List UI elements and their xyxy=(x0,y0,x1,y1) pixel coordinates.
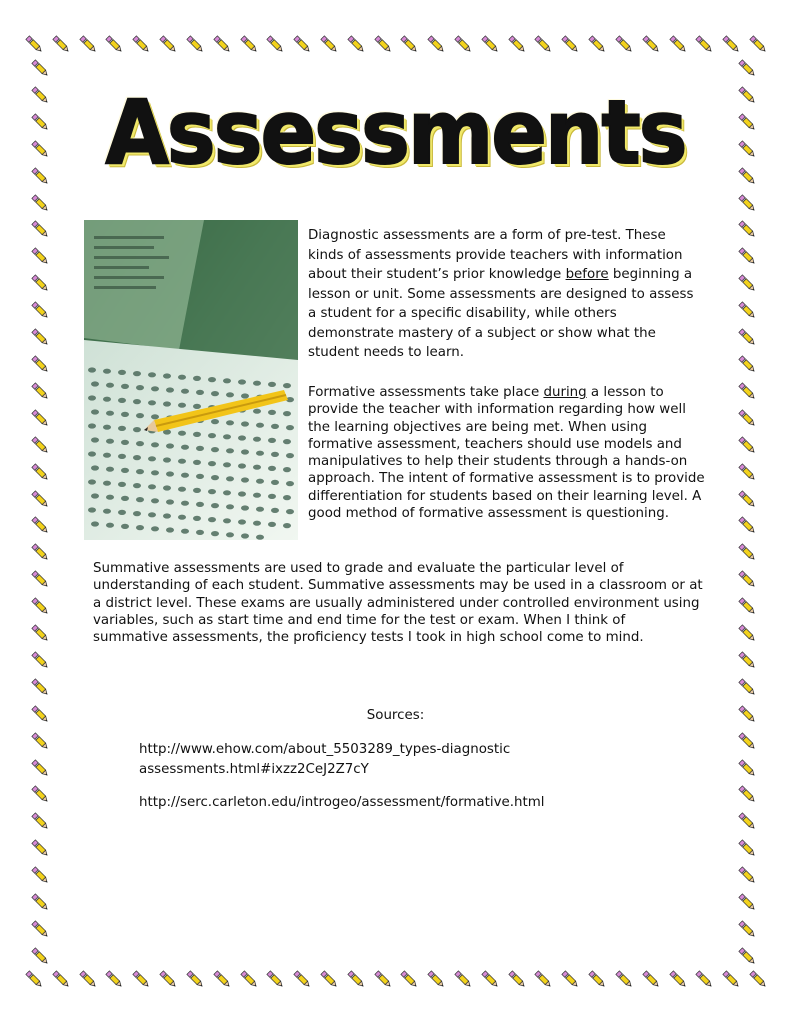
pencil-icon xyxy=(28,191,52,215)
pencil-icon xyxy=(129,32,153,56)
pencil-icon xyxy=(735,675,759,699)
pencil-icon xyxy=(735,406,759,430)
pencil-icon xyxy=(28,487,52,511)
pencil-icon xyxy=(735,729,759,753)
pencil-icon xyxy=(28,271,52,295)
pencil-icon xyxy=(719,967,743,991)
pencil-icon xyxy=(585,967,609,991)
test-sheet-photo xyxy=(84,220,298,540)
pencil-icon xyxy=(317,967,341,991)
diagnostic-paragraph xyxy=(308,226,700,363)
pencil-icon xyxy=(28,406,52,430)
pencil-icon xyxy=(156,32,180,56)
pencil-icon xyxy=(424,967,448,991)
pencil-icon xyxy=(639,967,663,991)
pencil-icon xyxy=(28,379,52,403)
pencil-icon xyxy=(612,967,636,991)
pencil-icon xyxy=(28,298,52,322)
pencil-icon xyxy=(735,917,759,941)
pencil-icon xyxy=(735,487,759,511)
pencil-icon xyxy=(28,325,52,349)
pencil-icon xyxy=(28,729,52,753)
pencil-icon xyxy=(666,967,690,991)
pencil-icon xyxy=(505,32,529,56)
pencil-icon xyxy=(451,967,475,991)
pencil-icon xyxy=(28,917,52,941)
pencil-icon xyxy=(735,648,759,672)
pencil-icon xyxy=(28,513,52,537)
pencil-icon xyxy=(558,967,582,991)
pencil-icon xyxy=(735,782,759,806)
pencil-border-top xyxy=(22,30,770,58)
pencil-icon xyxy=(424,32,448,56)
pencil-icon xyxy=(666,32,690,56)
pencil-icon xyxy=(237,32,261,56)
pencil-icon xyxy=(735,271,759,295)
pencil-icon xyxy=(263,32,287,56)
pencil-icon xyxy=(28,756,52,780)
pencil-icon xyxy=(746,967,770,991)
pencil-icon xyxy=(735,352,759,376)
pencil-icon xyxy=(735,191,759,215)
pencil-icon xyxy=(317,32,341,56)
pencil-icon xyxy=(735,809,759,833)
pencil-icon xyxy=(28,621,52,645)
formative-text-end: a lesson to provide the teacher with information regarding how well the learning objectives are being met. When using formative assessment, teachers should use models and manipulatives to help their students through a hands-on approach. The intent of formative assessment is to provide differentiation for students based on their learning level. A good method of formative assessment is questioning. xyxy=(308,385,705,522)
pencil-icon xyxy=(28,944,52,968)
pencil-icon xyxy=(558,32,582,56)
pencil-icon xyxy=(28,433,52,457)
pencil-icon xyxy=(344,967,368,991)
pencil-icon xyxy=(735,836,759,860)
pencil-icon xyxy=(22,32,46,56)
diagnostic-text-end: beginning a lesson or unit. Some assessments are designed to assess a student for a specific disability, while others demonstrate mastery of a subject or show what the student needs to learn. xyxy=(308,267,694,360)
formative-paragraph xyxy=(308,384,706,522)
pencil-icon xyxy=(49,32,73,56)
pencil-icon xyxy=(735,379,759,403)
pencil-icon xyxy=(735,513,759,537)
pencil-icon xyxy=(451,32,475,56)
pencil-icon xyxy=(210,32,234,56)
pencil-icon xyxy=(719,32,743,56)
pencil-icon xyxy=(102,967,126,991)
pencil-icon xyxy=(735,325,759,349)
pencil-icon xyxy=(156,967,180,991)
pencil-icon xyxy=(290,967,314,991)
pencil-icon xyxy=(735,244,759,268)
pencil-icon xyxy=(735,594,759,618)
pencil-icon xyxy=(735,298,759,322)
pencil-icon xyxy=(237,967,261,991)
pencil-icon xyxy=(28,540,52,564)
pencil-icon xyxy=(735,890,759,914)
formative-text-start: Formative assessments take place xyxy=(308,385,544,400)
pencil-icon xyxy=(28,863,52,887)
pencil-icon xyxy=(612,32,636,56)
pencil-icon xyxy=(28,836,52,860)
pencil-icon xyxy=(735,863,759,887)
pencil-icon xyxy=(28,675,52,699)
pencil-icon xyxy=(28,352,52,376)
pencil-icon xyxy=(183,32,207,56)
pencil-icon xyxy=(76,32,100,56)
pencil-border-right xyxy=(733,56,761,968)
pencil-icon xyxy=(735,460,759,484)
pencil-icon xyxy=(76,967,100,991)
pencil-icon xyxy=(746,32,770,56)
pencil-icon xyxy=(735,540,759,564)
pencil-icon xyxy=(735,944,759,968)
pencil-icon xyxy=(129,967,153,991)
pencil-icon xyxy=(585,32,609,56)
pencil-icon xyxy=(371,32,395,56)
pencil-icon xyxy=(735,433,759,457)
source-link-1[interactable]: http://www.ehow.com/about_5503289_types-diagnostic assessments.html#ixzz2CeJ2Z7cY xyxy=(139,742,511,777)
pencil-icon xyxy=(531,967,555,991)
pencil-icon xyxy=(183,967,207,991)
diagnostic-text-start: Diagnostic assessments are a form of pre-test. These kinds of assessments provide teachers with information about their student’s prior knowledge xyxy=(308,228,683,282)
pencil-icon xyxy=(735,621,759,645)
pencil-icon xyxy=(22,967,46,991)
pencil-icon xyxy=(735,217,759,241)
sources-heading: Sources: xyxy=(366,708,425,723)
pencil-icon xyxy=(692,32,716,56)
pencil-icon xyxy=(49,967,73,991)
underlined-word-before: before xyxy=(565,267,609,282)
pencil-icon xyxy=(28,594,52,618)
pencil-icon xyxy=(531,32,555,56)
pencil-icon xyxy=(102,32,126,56)
page-title: Assessments xyxy=(105,81,686,184)
pencil-icon xyxy=(344,32,368,56)
summative-paragraph: Summative assessments are used to grade and evaluate the particular level of understanding of each student. Summative assessments may be used in a classroom or at a district level. These exams are usually administered under controlled environment using variables, such as start time and end time for the test or exam. When I think of summative assessments, the proficiency tests I took in high school come to mind. xyxy=(93,561,703,646)
pencil-icon xyxy=(28,244,52,268)
pencil-icon xyxy=(290,32,314,56)
pencil-icon xyxy=(397,32,421,56)
pencil-border-left xyxy=(26,56,54,968)
pencil-icon xyxy=(28,782,52,806)
pencil-icon xyxy=(478,967,502,991)
pencil-icon xyxy=(28,217,52,241)
pencil-icon xyxy=(263,967,287,991)
pencil-icon xyxy=(28,648,52,672)
pencil-border-bottom xyxy=(22,965,770,993)
pencil-icon xyxy=(735,56,759,80)
pencil-icon xyxy=(28,890,52,914)
pencil-icon xyxy=(397,967,421,991)
pencil-icon xyxy=(639,32,663,56)
pencil-icon xyxy=(28,567,52,591)
pencil-icon xyxy=(692,967,716,991)
pencil-icon xyxy=(505,967,529,991)
pencil-icon xyxy=(735,756,759,780)
pencil-icon xyxy=(735,567,759,591)
source-link-2[interactable]: http://serc.carleton.edu/introgeo/assessment/formative.html xyxy=(139,795,545,810)
pencil-icon xyxy=(371,967,395,991)
underlined-word-during: during xyxy=(543,385,587,400)
pencil-icon xyxy=(28,809,52,833)
pencil-icon xyxy=(210,967,234,991)
pencil-icon xyxy=(28,56,52,80)
pencil-on-answer-sheet-image xyxy=(84,220,298,540)
pencil-icon xyxy=(478,32,502,56)
pencil-icon xyxy=(28,460,52,484)
